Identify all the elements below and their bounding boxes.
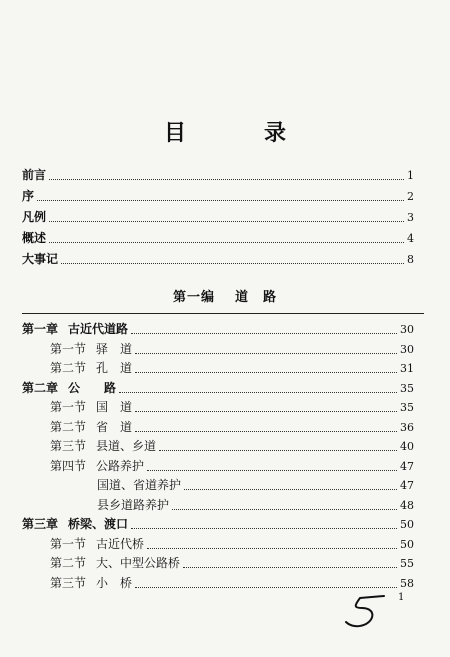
toc-entry-page: 35 — [400, 381, 414, 395]
toc-entry — [22, 322, 414, 337]
toc-entry-page: 31 — [400, 362, 414, 375]
toc-entry-prefix: 第一章 — [22, 322, 59, 336]
toc-entry-prefix: 第二节 — [50, 556, 87, 570]
part-title: 道 路 — [235, 290, 278, 305]
toc-entry-text: 大、中型公路桥 — [96, 556, 181, 570]
toc-entry-text: 国 道 — [96, 400, 133, 414]
toc-entry — [50, 400, 414, 415]
toc-entry-text: 古近代道路 — [68, 322, 129, 336]
leader-dots — [135, 423, 397, 432]
toc-entry — [50, 439, 414, 454]
toc-entry-text: 县乡道路养护 — [97, 497, 170, 512]
leader-dots — [61, 255, 404, 264]
toc-entry-text: 大事记 — [22, 252, 59, 266]
leader-dots — [135, 403, 397, 412]
toc-entry-prefix: 第二章 — [22, 380, 59, 395]
toc-entry-text: 小 桥 — [96, 575, 133, 590]
toc-entry-label — [22, 231, 46, 245]
toc-entry-label — [50, 361, 132, 375]
toc-entry-text: 凡例 — [22, 210, 47, 224]
toc-entry — [22, 381, 414, 396]
part-prefix: 第一编 — [172, 290, 215, 305]
leader-dots — [135, 345, 397, 354]
toc-entry-label — [22, 210, 46, 224]
toc-entry-text: 驿 道 — [96, 341, 133, 356]
toc-entry-text: 概述 — [22, 231, 47, 245]
leader-dots — [159, 442, 397, 451]
part-heading — [0, 286, 450, 305]
toc-entry-prefix: 第一节 — [50, 341, 87, 356]
toc-entry — [97, 498, 414, 513]
toc-entry-text: 前言 — [22, 168, 47, 182]
leader-dots — [49, 234, 404, 243]
toc-entry-label — [97, 498, 169, 512]
toc-entry — [22, 517, 414, 532]
toc-entry-text: 公路养护 — [96, 458, 145, 473]
toc-entry-prefix: 第三节 — [50, 575, 87, 590]
toc-entry-text: 古近代桥 — [96, 536, 145, 551]
leader-dots — [135, 364, 397, 373]
toc-entry-label — [22, 517, 128, 531]
page-title: 目 录 — [163, 120, 314, 146]
toc-entry-label — [50, 537, 144, 551]
toc-entry — [22, 210, 414, 225]
leader-dots — [183, 559, 397, 568]
toc-entry-page: 36 — [400, 420, 414, 434]
toc-entry-label — [50, 439, 156, 453]
toc-entry-page: 2 — [407, 190, 414, 203]
toc-entry-page: 1 — [407, 169, 414, 182]
toc-entry-page: 3 — [407, 211, 414, 224]
toc-entry-prefix: 第一节 — [50, 536, 87, 551]
toc-entry — [50, 556, 414, 571]
toc-entry-page: 8 — [407, 253, 414, 266]
toc-entry — [50, 361, 414, 376]
toc-entry-label — [50, 342, 132, 356]
leader-dots — [49, 171, 404, 180]
toc-entry-prefix: 第二节 — [50, 419, 87, 434]
toc-entry-label — [22, 322, 128, 336]
toc-entry-label — [50, 459, 144, 473]
leader-dots — [147, 540, 397, 549]
toc-entry — [22, 231, 414, 246]
page-number: 1 — [398, 592, 405, 603]
toc-entry — [22, 252, 414, 267]
toc-entry-label — [50, 400, 132, 414]
toc-entry-prefix: 第三节 — [50, 439, 87, 453]
toc-entry-label — [22, 381, 116, 395]
toc-entry-page: 30 — [400, 342, 414, 356]
toc-entry — [97, 478, 414, 493]
toc-entry-label — [50, 576, 132, 590]
toc-entry — [50, 459, 414, 474]
toc-entry-prefix: 第二节 — [50, 361, 87, 375]
toc-entry-label — [22, 189, 34, 203]
leader-dots — [172, 501, 397, 510]
toc-entry-prefix: 第三章 — [22, 517, 59, 531]
leader-dots — [147, 462, 397, 471]
toc-entry-page: 58 — [400, 576, 414, 590]
toc-entry-prefix: 第一节 — [50, 400, 87, 414]
toc-entry-text: 县道、乡道 — [96, 439, 157, 453]
leader-dots — [131, 325, 397, 334]
toc-entry-page: 4 — [407, 232, 414, 245]
toc-entry-label — [22, 252, 58, 266]
part-rule — [22, 313, 424, 314]
toc-entry-text: 序 — [22, 189, 35, 203]
leader-dots — [131, 520, 397, 529]
toc-entry-text: 国道、省道养护 — [97, 478, 182, 492]
leader-dots — [184, 481, 397, 490]
toc-entry-page: 50 — [400, 537, 414, 551]
leader-dots — [37, 192, 404, 201]
toc-entry — [50, 537, 414, 552]
toc-entry-page: 35 — [400, 401, 414, 414]
toc-entry — [22, 168, 414, 183]
toc-entry-label — [50, 420, 132, 434]
toc-entry-text: 省 道 — [96, 419, 133, 434]
toc-entry — [22, 189, 414, 204]
toc-entry-page: 48 — [400, 498, 414, 512]
leader-dots — [49, 213, 404, 222]
toc-entry-label — [50, 556, 180, 570]
handwritten-mark-icon — [340, 592, 400, 632]
toc-entry-label — [97, 478, 181, 492]
leader-dots — [135, 579, 397, 588]
toc-entry-prefix: 第四节 — [50, 458, 87, 473]
toc-entry-page: 50 — [400, 518, 414, 531]
toc-entry-text: 公 路 — [68, 380, 117, 395]
toc-entry-page: 55 — [400, 557, 414, 570]
leader-dots — [119, 384, 397, 393]
toc-entry-text: 桥梁、渡口 — [68, 517, 129, 531]
toc-entry-label — [22, 168, 46, 182]
toc-entry-page: 40 — [400, 440, 414, 453]
toc-entry — [50, 420, 414, 435]
toc-entry-page: 30 — [400, 323, 414, 336]
toc-entry-text: 孔 道 — [96, 361, 133, 375]
toc-entry — [50, 576, 414, 591]
toc-entry-page: 47 — [400, 459, 414, 473]
toc-entry-page: 47 — [400, 479, 414, 492]
toc-entry — [50, 342, 414, 357]
